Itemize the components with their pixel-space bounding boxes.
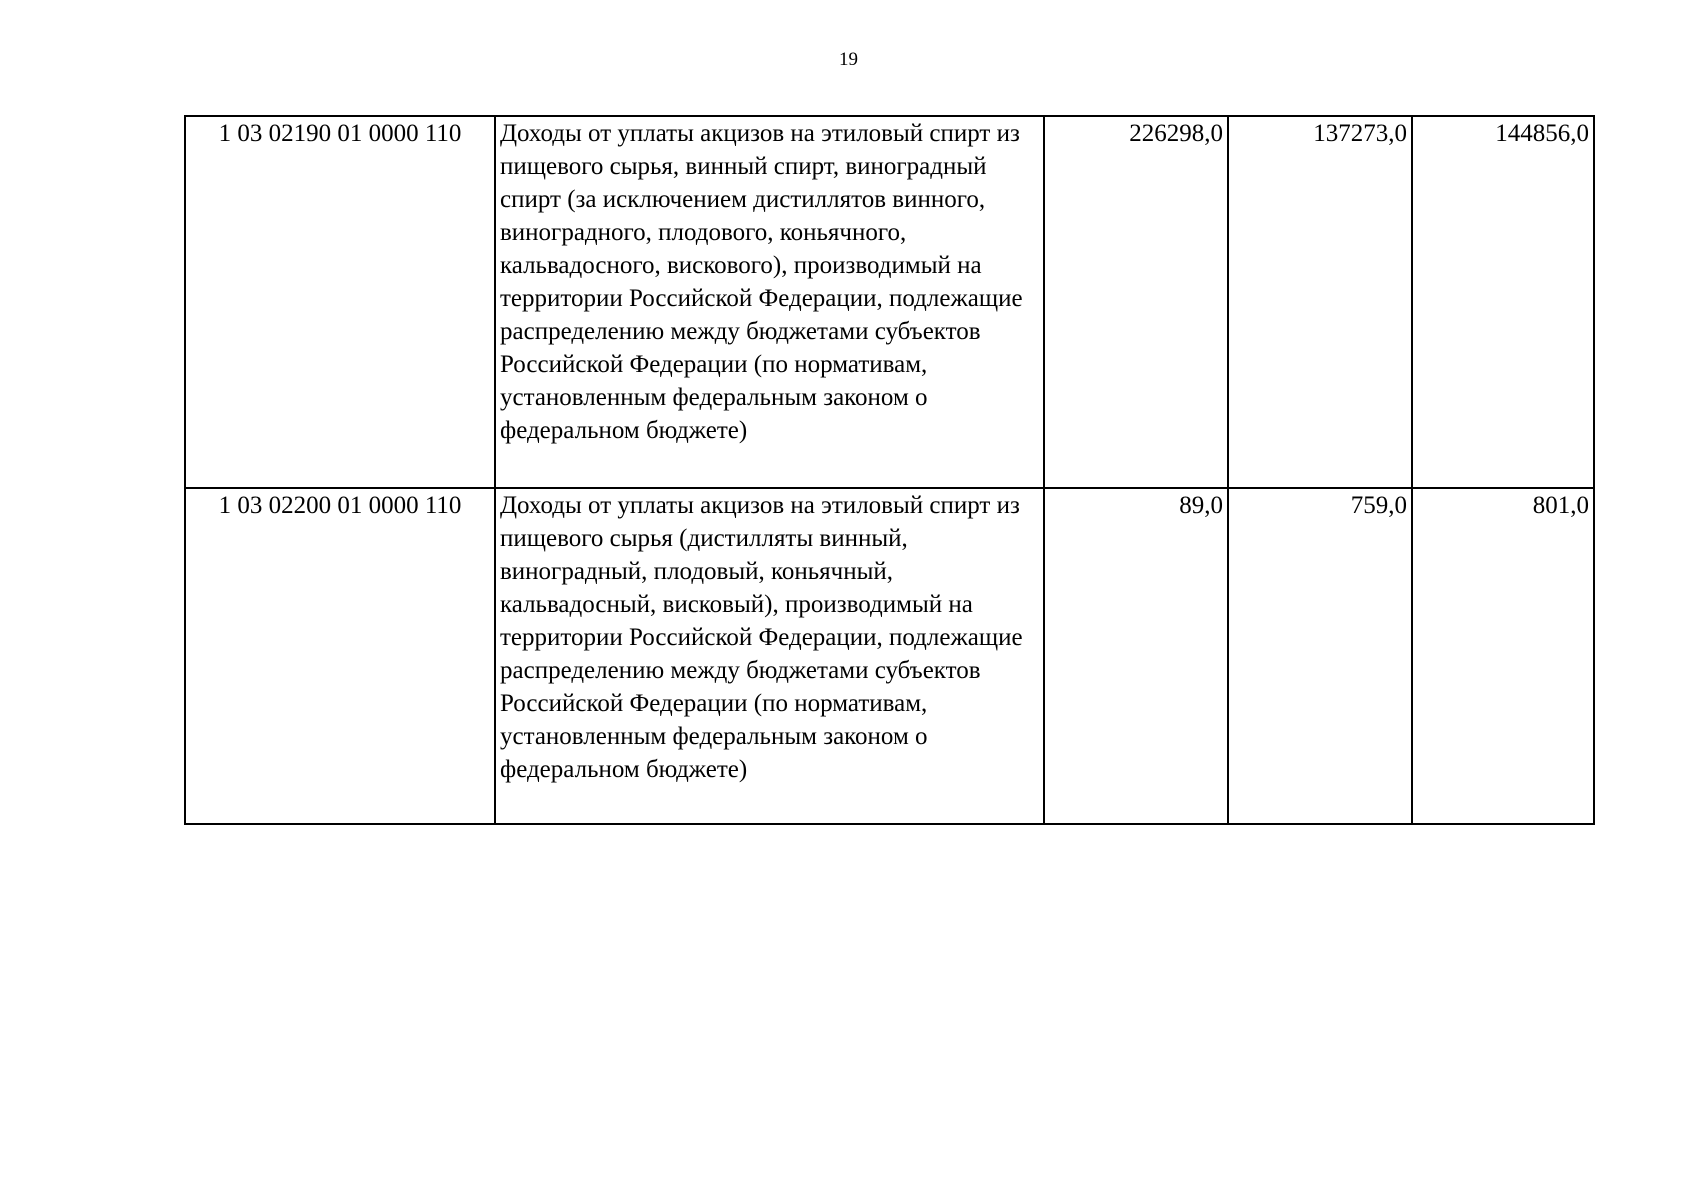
revenue-table (184, 115, 1595, 825)
budget-code-cell: 1 03 02190 01 0000 110 (185, 116, 495, 488)
value-cell-1: 226298,0 (1044, 116, 1228, 488)
value-cell-1: 89,0 (1044, 488, 1228, 824)
table-row (185, 116, 1594, 488)
description-cell: Доходы от уплаты акцизов на этиловый спирт из пищевого сырья (дистилляты винный, виноградный, плодовый, коньячный, кальвадосный, висковый), производимый на территории Российской Федерации, подлежащие распределению между бюджетами субъектов Российской Федерации (по нормативам, установленным федеральным законом о федеральном бюджете) (495, 488, 1044, 824)
table-row (185, 488, 1594, 824)
budget-code-cell: 1 03 02200 01 0000 110 (185, 488, 495, 824)
page-number: 19 (839, 49, 858, 70)
value-cell-2: 759,0 (1228, 488, 1412, 824)
value-cell-2: 137273,0 (1228, 116, 1412, 488)
value-cell-3: 801,0 (1412, 488, 1594, 824)
value-cell-3: 144856,0 (1412, 116, 1594, 488)
description-cell: Доходы от уплаты акцизов на этиловый спирт из пищевого сырья, винный спирт, виноградный спирт (за исключением дистиллятов винного, виноградного, плодового, коньячного, кальвадосного, вискового), производимый на территории Российской Федерации, подлежащие распределению между бюджетами субъектов Российской Федерации (по нормативам, установленным федеральным законом о федеральном бюджете) (495, 116, 1044, 488)
